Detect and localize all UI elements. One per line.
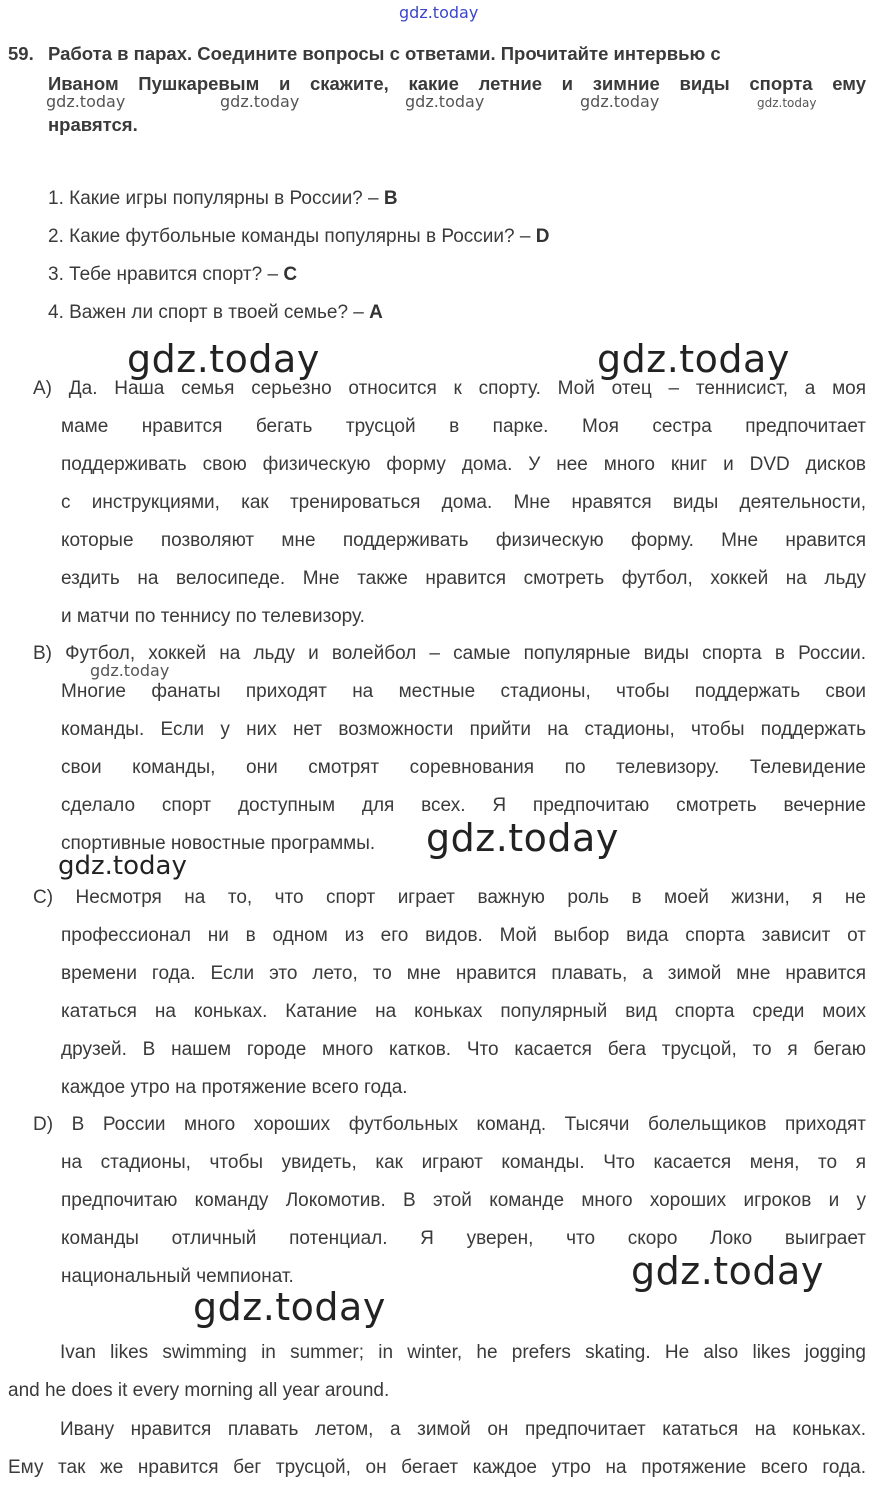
paragraph-line: маме нравится бегать трусцой в парке. Моя сестра предпочитает bbox=[61, 416, 866, 437]
paragraph-line: спортивные новостные программы. bbox=[61, 833, 376, 854]
question-item bbox=[48, 256, 549, 294]
paragraph-line: предпочитаю команду Локомотив. В этой команде много хороших игроков и у bbox=[61, 1190, 866, 1211]
paragraph-line: профессионал ни в одном из его видов. Мой выбор вида спорта зависит от bbox=[61, 925, 866, 946]
paragraph-line: поддерживать свою физическую форму дома. У нее много книг и DVD дисков bbox=[61, 454, 866, 475]
paragraph-line: команды. Если у них нет возможности прийти на стадионы, чтобы поддержать bbox=[61, 719, 866, 740]
paragraph-line: друзей. В нашем городе много катков. Что касается бега трусцой, то я бегаю bbox=[61, 1039, 866, 1060]
paragraph-line: ездить на велосипеде. Мне также нравится смотреть футбол, хоккей на льду bbox=[61, 568, 866, 589]
watermark: gdz.today bbox=[631, 1249, 824, 1293]
paragraph-line: каждое утро на протяжение всего года. bbox=[61, 1077, 408, 1098]
paragraph-line: A) Да. Наша семья серьезно относится к спорту. Мой отец – теннисист, а моя bbox=[33, 378, 866, 399]
task-number: 59. bbox=[8, 43, 34, 64]
watermark: gdz.today bbox=[193, 1285, 386, 1329]
task-header bbox=[8, 35, 868, 73]
watermark: gdz.today bbox=[220, 92, 300, 111]
paragraph-line: на стадионы, чтобы увидеть, как играют команды. Что касается меня, то я bbox=[61, 1152, 866, 1173]
question-text: 2. Какие футбольные команды популярны в России? – bbox=[48, 226, 531, 247]
paragraph-line: C) Несмотря на то, что спорт играет важную роль в моей жизни, я не bbox=[33, 887, 866, 908]
watermark: gdz.today bbox=[90, 661, 170, 680]
paragraph-line: B) Футбол, хоккей на льду и волейбол – самые популярные виды спорта в России. bbox=[33, 643, 866, 664]
paragraph-line: свои команды, они смотрят соревнования по телевизору. Телевидение bbox=[61, 757, 866, 778]
paragraph-line: and he does it every morning all year around. bbox=[8, 1380, 390, 1401]
question-answer: D bbox=[535, 226, 550, 247]
watermark: gdz.today bbox=[46, 92, 126, 111]
paragraph-line: Ivan likes swimming in summer; in winter, he prefers skating. He also likes jogging bbox=[60, 1342, 866, 1363]
question-text: 1. Какие игры популярны в России? – bbox=[48, 188, 379, 209]
paragraph-line: Многие фанаты приходят на местные стадионы, чтобы поддержать свои bbox=[61, 681, 866, 702]
paragraph-line: D) В России много хороших футбольных команд. Тысячи болельщиков приходят bbox=[33, 1114, 866, 1135]
watermark: gdz.today bbox=[597, 337, 790, 381]
summary-russian bbox=[8, 1411, 866, 1487]
paragraph-line: и матчи по теннису по телевизору. bbox=[61, 606, 365, 627]
question-text: 4. Важен ли спорт в твоей семье? – bbox=[48, 302, 364, 323]
watermark-top: gdz.today bbox=[399, 3, 479, 22]
question-answer: B bbox=[383, 188, 398, 209]
task-line-2: Иваном Пушкаревым и скажите, какие летние и зимние виды спорта ему bbox=[48, 73, 866, 94]
summary-english bbox=[8, 1334, 866, 1410]
task-line-1: Работа в парах. Соедините вопросы с ответами. Прочитайте интервью с bbox=[48, 43, 721, 64]
paragraph-line: времени года. Если это лето, то мне нравится плавать, а зимой мне нравится bbox=[61, 963, 866, 984]
watermark: gdz.today bbox=[426, 816, 619, 860]
watermark: gdz.today bbox=[127, 337, 320, 381]
paragraph-line: Ивану нравится плавать летом, а зимой он предпочитает кататься на коньках. bbox=[60, 1419, 866, 1440]
paragraph-line: Ему так же нравится бег трусцой, он бегает каждое утро на протяжение всего года. bbox=[8, 1457, 866, 1478]
paragraph-line: которые позволяют мне поддерживать физическую форму. Мне нравится bbox=[61, 530, 866, 551]
question-answer: A bbox=[369, 302, 383, 323]
paragraph-line: сделало спорт доступным для всех. Я предпочитаю смотреть вечерние bbox=[61, 795, 866, 816]
question-answer: C bbox=[283, 264, 298, 285]
task-line-3: нравятся. bbox=[48, 114, 138, 135]
watermark: gdz.today bbox=[580, 92, 660, 111]
question-list bbox=[48, 180, 549, 332]
answer-a bbox=[33, 370, 866, 636]
paragraph-line: национальный чемпионат. bbox=[61, 1266, 294, 1287]
watermark: gdz.today bbox=[757, 96, 817, 110]
question-item bbox=[48, 294, 549, 332]
question-item bbox=[48, 218, 549, 256]
watermark: gdz.today bbox=[58, 851, 187, 881]
paragraph-line: с инструкциями, как тренироваться дома. Мне нравятся виды деятельности, bbox=[61, 492, 866, 513]
paragraph-line: команды отличный потенциал. Я уверен, что скоро Локо выиграет bbox=[61, 1228, 866, 1249]
question-text: 3. Тебе нравится спорт? – bbox=[48, 264, 279, 285]
answer-c bbox=[33, 879, 866, 1107]
watermark: gdz.today bbox=[405, 92, 485, 111]
question-item bbox=[48, 180, 549, 218]
paragraph-line: кататься на коньках. Катание на коньках популярный вид спорта среди моих bbox=[61, 1001, 866, 1022]
